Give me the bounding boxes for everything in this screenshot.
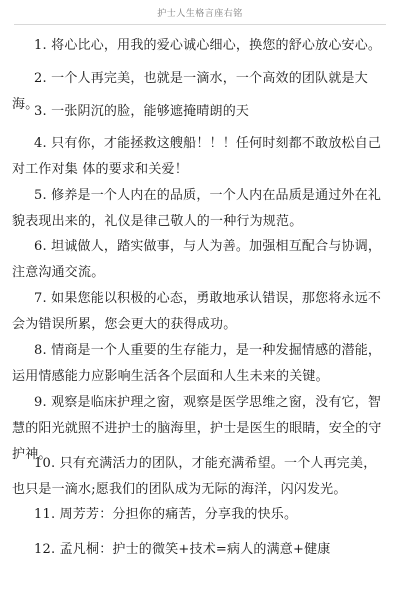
quote-item-12: 12. 孟凡桐：护士的微笑+技术=病人的满意+健康: [34, 542, 331, 557]
quote-item-1: 1. 将心比心，用我的爱心诚心细心，换您的舒心放心安心。: [34, 38, 382, 53]
quote-item-2: 2. 一个人再完美，也就是一滴水，一个高效的团队就是大海。: [12, 71, 368, 112]
quote-item-11: 11. 周芳芳：分担你的痛苦，分享我的快乐。: [34, 507, 298, 522]
document-title: 护士人生格言座右铭: [157, 9, 243, 19]
quote-item-8: 8. 情商是一个人重要的生存能力，是一种发掘情感的潜能，运用情感能力应影响生活各个层面和人生未来的关键。: [12, 343, 382, 384]
quote-item-9: 9. 观察是临床护理之窗，观察是医学思维之窗，没有它，智慧的阳光就照不进护士的脑海里，护士是医生的眼睛，安全的守护神。: [12, 395, 382, 462]
quote-item-5: 5. 修养是一个人内在的品质，一个人内在品质是通过外在礼貌表现出来的，礼仪是律己敬人的一种行为规范。: [12, 188, 382, 229]
quote-item-3: 3. 一张阴沉的脸，能够遮掩晴朗的天: [34, 104, 250, 119]
quote-item-4: 4. 只有你，才能拯救这艘船！！！任何时刻都不敢放松自己对工作对集 体的要求和关爱！: [12, 136, 382, 177]
quote-item-7: 7. 如果您能以积极的心态，勇敢地承认错误，那您将永远不会为错误所累，您会更大的获得成功。: [12, 291, 382, 332]
quote-item-10: 10. 只有充满活力的团队，才能充满希望。一个人再完美，也只是一滴水;愿我们的团队成为无际的海洋，闪闪发光。: [12, 456, 377, 497]
document-header: [0, 0, 400, 28]
header-divider: [14, 24, 386, 25]
quote-item-6: 6. 坦诚做人，踏实做事，与人为善。加强相互配合与协调，注意沟通交流。: [12, 239, 382, 280]
